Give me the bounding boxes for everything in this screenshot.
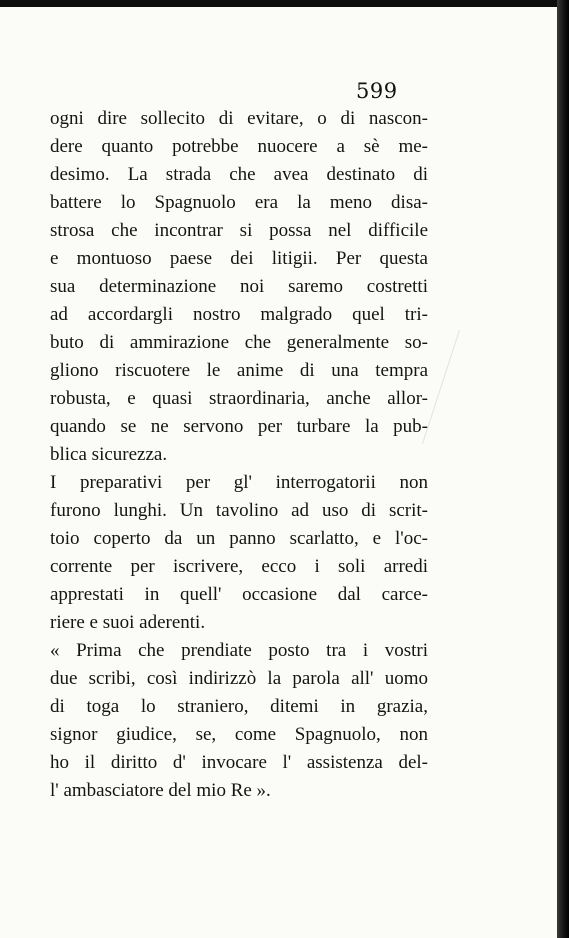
text-line: toio coperto da un panno scarlatto, e l'oc- bbox=[50, 528, 428, 549]
text-line: l' ambasciatore del mio Re ». bbox=[50, 780, 271, 801]
scan-top-edge bbox=[0, 0, 569, 7]
text-line: « Prima che prendiate posto tra i vostri bbox=[50, 640, 428, 661]
text-line: apprestati in quell' occasione dal carce- bbox=[50, 584, 428, 605]
page-number: 599 bbox=[356, 79, 398, 103]
text-line: ogni dire sollecito di evitare, o di nascon- bbox=[50, 108, 428, 129]
book-spine-shadow bbox=[557, 0, 569, 938]
text-line: corrente per iscrivere, ecco i soli arredi bbox=[50, 556, 428, 577]
text-line: sua determinazione noi saremo costretti bbox=[50, 276, 428, 297]
text-line: battere lo Spagnuolo era la meno disa- bbox=[50, 192, 428, 213]
text-line: e montuoso paese dei litigii. Per questa bbox=[50, 248, 428, 269]
text-line: di toga lo straniero, ditemi in grazia, bbox=[50, 696, 428, 717]
text-line: quando se ne servono per turbare la pub- bbox=[50, 416, 428, 437]
text-line: I preparativi per gl' interrogatorii non bbox=[50, 472, 428, 493]
text-line: due scribi, così indirizzò la parola all' uomo bbox=[50, 668, 428, 689]
text-line: signor giudice, se, come Spagnuolo, non bbox=[50, 724, 428, 745]
text-line: blica sicurezza. bbox=[50, 444, 168, 465]
text-line: desimo. La strada che avea destinato di bbox=[50, 164, 428, 185]
text-line: robusta, e quasi straordinaria, anche allor- bbox=[50, 388, 428, 409]
text-line: riere e suoi aderenti. bbox=[50, 612, 206, 633]
text-line: buto di ammirazione che generalmente so- bbox=[50, 332, 428, 353]
text-line: furono lunghi. Un tavolino ad uso di scrit- bbox=[50, 500, 428, 521]
text-line: ad accordargli nostro malgrado quel tri- bbox=[50, 304, 428, 325]
text-line: ho il diritto d' invocare l' assistenza del- bbox=[50, 752, 428, 773]
text-line: dere quanto potrebbe nuocere a sè me- bbox=[50, 136, 428, 157]
text-line: strosa che incontrar si possa nel difficile bbox=[50, 220, 428, 241]
text-line: gliono riscuotere le anime di una tempra bbox=[50, 360, 428, 381]
